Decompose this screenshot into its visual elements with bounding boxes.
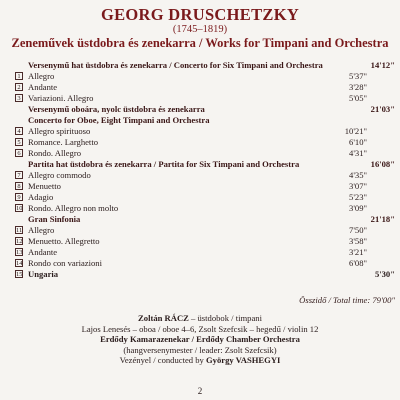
track-number-box: 1: [15, 72, 23, 80]
track-row: [15, 137, 395, 148]
page-number: 2: [197, 386, 203, 396]
track-row: [15, 203, 395, 214]
track-row: [15, 181, 395, 192]
track-title: Allegro commodo: [28, 170, 91, 180]
track-duration: 7'50": [349, 225, 367, 235]
work-title: Versenymű hat üstdobra és zenekarra / Concerto for Six Timpani and Orchestra: [28, 60, 323, 70]
composer-name: GEORG DRUSCHETZKY: [100, 5, 300, 24]
track-title: Allegro: [28, 225, 55, 235]
work-duration: 16'08": [370, 159, 395, 169]
total-time: Összidő / Total time: 79'00": [299, 295, 395, 305]
track-duration: 3'07": [349, 181, 367, 191]
work-title: Concerto for Oboe, Eight Timpani and Orchestra: [28, 115, 210, 125]
track-row: [15, 82, 395, 93]
track-title: Variazioni. Allegro: [28, 93, 94, 103]
track-title: Menuetto: [28, 181, 61, 191]
track-number-box: 13: [16, 249, 23, 256]
track-title: Andante: [28, 82, 58, 92]
track-number-box: 6: [15, 149, 23, 157]
track-title: Romance. Larghetto: [28, 137, 99, 147]
track-title: Rondo. Allegro non molto: [28, 203, 119, 213]
track-duration: 3'28": [349, 82, 367, 92]
track-row: [15, 170, 395, 181]
track-number-box: 9: [15, 193, 23, 201]
credit-leader: (hangversenymester / leader: Zsolt Szefcsik): [123, 344, 277, 355]
track-row: [15, 126, 395, 137]
track-duration: 5'30": [374, 269, 395, 279]
credit-orchestra: Erdődy Kamarazenekar / Erdődy Chamber Orchestra: [100, 334, 300, 344]
track-row: [15, 71, 395, 82]
composer-years: (1745–1819): [172, 24, 228, 35]
track-title: Andante: [28, 247, 58, 257]
work-heading: [15, 104, 395, 115]
track-title: Ungaria: [28, 269, 59, 279]
track-title: Menuetto. Allegretto: [28, 236, 100, 246]
track-number-box: 14: [16, 260, 23, 267]
work-heading: [15, 60, 395, 71]
track-number-box: 10: [16, 205, 23, 212]
work-title: Gran Sinfonia: [28, 214, 81, 224]
track-row: [15, 148, 395, 159]
track-number-box: 8: [15, 182, 23, 190]
track-duration: 5'37": [349, 71, 367, 81]
track-number-box: 5: [15, 138, 23, 146]
conductor-name: György VASHEGYI: [205, 355, 281, 365]
credits: [0, 313, 400, 366]
track-duration: 10'21": [344, 126, 367, 136]
credit-oboe-violin: Lajos Lenesés – oboa / oboe 4–6, Zsolt Szefcsik – hegedű / violin 12: [81, 323, 319, 334]
track-title: Rondo. Allegro: [28, 148, 81, 158]
track-number-box: 2: [15, 83, 23, 91]
track-row: [15, 192, 395, 203]
album-subtitle: Zeneművek üstdobra és zenekarra / Works for Timpani and Orchestra: [11, 36, 389, 50]
track-duration: 5'23": [349, 192, 367, 202]
work-title: Partita hat üstdobra és zenekarra / Partita for Six Timpani and Orchestra: [28, 159, 300, 169]
track-row: [15, 236, 395, 247]
track-duration: 3'58": [349, 236, 367, 246]
track-number-box: 11: [16, 227, 23, 234]
track-number-box: 12: [16, 238, 23, 245]
work-heading: [15, 214, 395, 225]
track-row: [15, 269, 395, 280]
track-title: Allegro spirituoso: [28, 126, 91, 136]
work-heading: [15, 159, 395, 170]
track-row: [15, 247, 395, 258]
work-duration: 21'18": [370, 214, 395, 224]
conductor-prefix: Vezényel / conducted by: [119, 355, 206, 365]
track-duration: 5'05": [349, 93, 367, 103]
work-duration: 14'12": [370, 60, 395, 70]
soloist-name: Zoltán RÁCZ: [138, 313, 189, 323]
track-duration: 4'35": [349, 170, 367, 180]
track-number-box: 15: [16, 271, 23, 278]
track-duration: 4'31": [349, 148, 367, 158]
work-duration: 21'03": [370, 104, 395, 114]
track-number-box: 7: [15, 171, 23, 179]
track-duration: 3'09": [349, 203, 367, 213]
credit-conductor: [0, 355, 400, 366]
track-title: Adagio: [28, 192, 54, 202]
work-heading: [15, 115, 395, 126]
track-list: [15, 60, 395, 280]
track-number-box: 4: [15, 127, 23, 135]
track-number-box: 3: [15, 94, 23, 102]
track-title: Rondo con variazioni: [28, 258, 102, 268]
track-duration: 6'08": [349, 258, 367, 268]
track-row: [15, 225, 395, 236]
track-title: Allegro: [28, 71, 55, 81]
credit-soloist: [0, 313, 400, 324]
soloist-role: – üstdobok / timpani: [188, 313, 262, 323]
work-title: Versenymű oboára, nyolc üstdobra és zenekarra: [28, 104, 205, 114]
track-row: [15, 93, 395, 104]
track-duration: 3'21": [349, 247, 367, 257]
track-row: [15, 258, 395, 269]
track-duration: 6'10": [349, 137, 367, 147]
